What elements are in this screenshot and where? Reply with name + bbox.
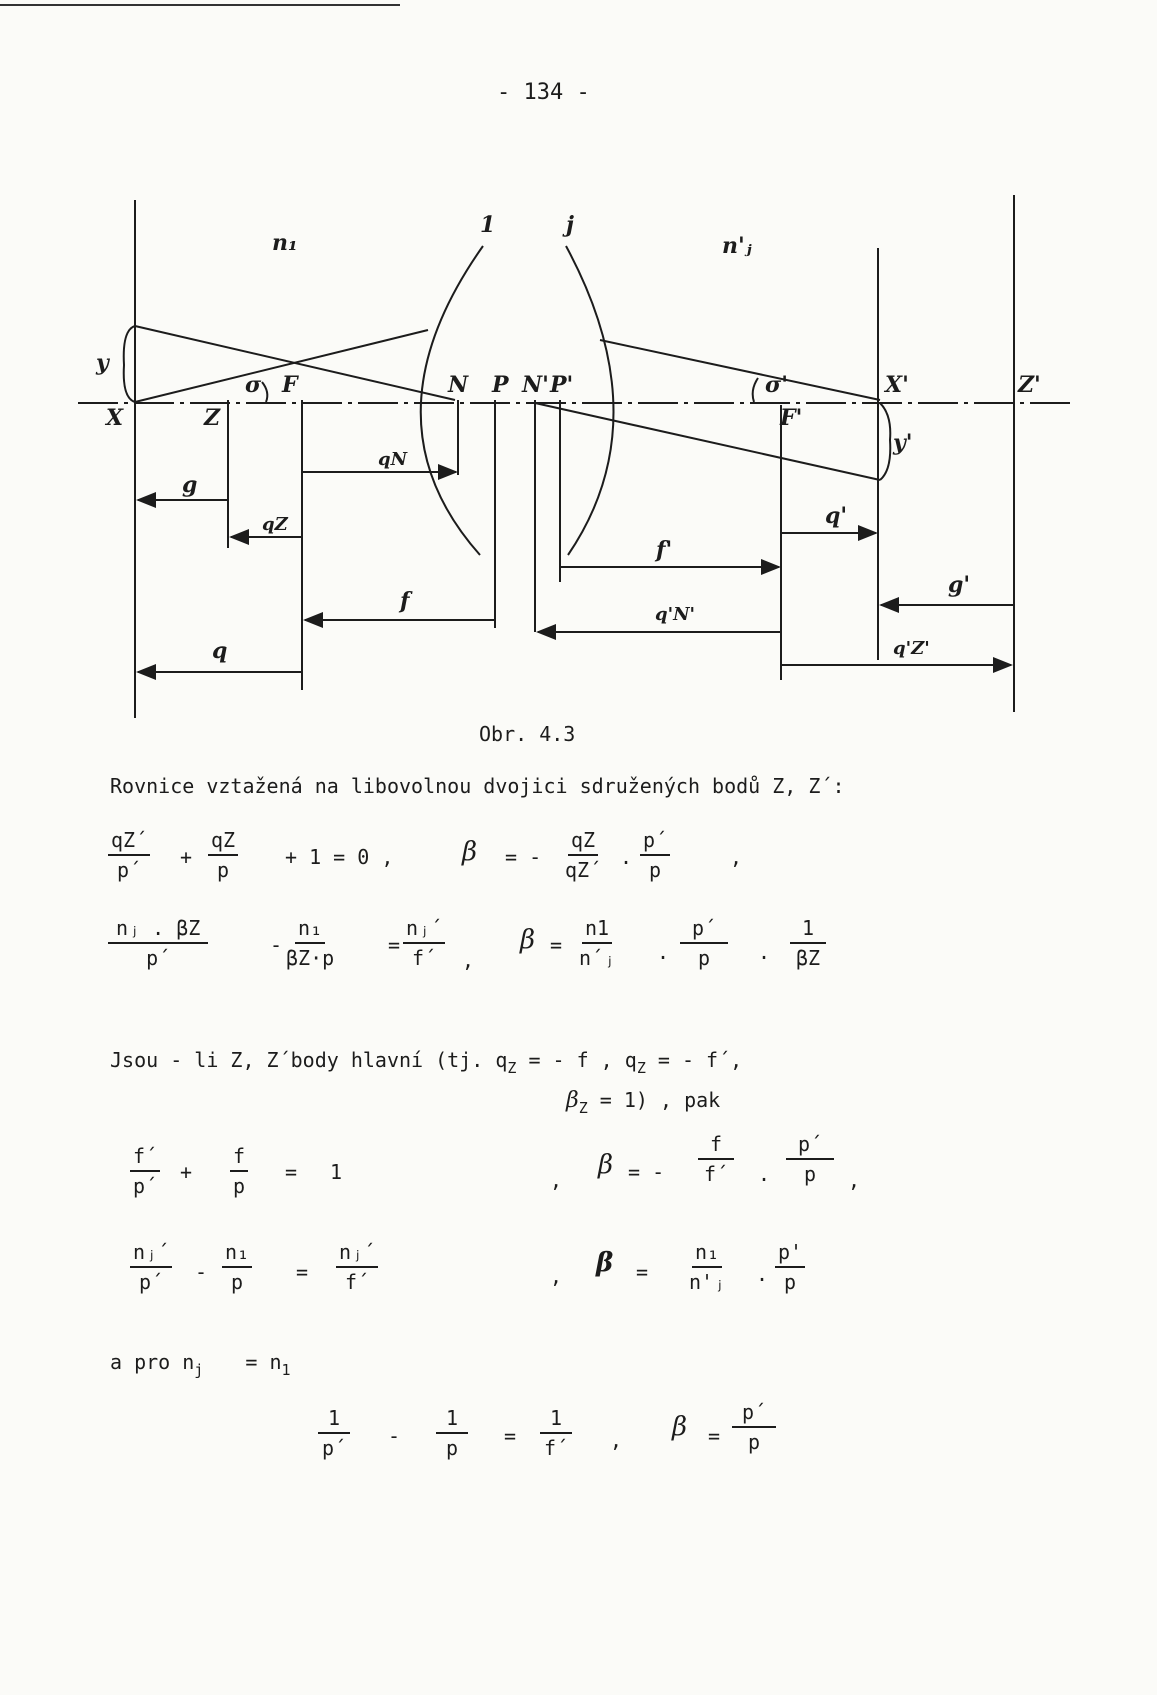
e5-beta-frac: $\frac{p´}{p}$ xyxy=(732,1402,776,1452)
label-q: q xyxy=(212,638,228,664)
e4-frac-1: $\frac{\text{nⱼ´}}{p´}$ xyxy=(130,1242,172,1292)
line-equal-indices: a pro $n_j = n_1$ xyxy=(110,1350,291,1379)
e4-frac-2: $\frac{\text{n₁}}{p}$ xyxy=(222,1242,252,1292)
lens-1-surface xyxy=(421,246,483,555)
label-gprime: g' xyxy=(948,572,971,598)
e4-dot: . xyxy=(756,1262,769,1286)
e3-beta: β xyxy=(598,1150,614,1180)
e2-beta: β xyxy=(520,925,536,955)
e4-beta: β xyxy=(596,1248,614,1278)
label-xprime: X' xyxy=(885,372,909,398)
label-qn: qN xyxy=(378,449,408,470)
e1-comma: , xyxy=(730,845,743,869)
label-qz: qZ xyxy=(262,514,288,535)
e5-comma: , xyxy=(610,1428,623,1452)
e1-frac-1: $\frac{qZ´}{p´}$ xyxy=(108,830,150,880)
sigmaprime-arc xyxy=(753,378,758,402)
label-qzprime: q'Z' xyxy=(893,638,930,659)
e2-frac-2: $\frac{\text{n₁}}{\beta Z\cdot p}$ xyxy=(286,916,335,970)
label-f: F xyxy=(282,372,298,398)
line-general-relation: Rovnice vztažená na libovolnou dvojici sdružených bodů Z, Z´: xyxy=(110,774,845,798)
e3-equals: = xyxy=(285,1160,298,1184)
label-n1: n₁ xyxy=(272,230,298,256)
label-lens-1: 1 xyxy=(480,212,496,238)
label-qnprime: q'N' xyxy=(655,604,696,625)
e5-minus: - xyxy=(388,1424,401,1448)
e3-dot: . xyxy=(758,1162,771,1186)
e1-frac-2: $\frac{qZ}{p}$ xyxy=(208,830,238,880)
label-z: Z xyxy=(204,405,221,431)
e5-beta: β xyxy=(672,1412,688,1442)
e2-dot-2: . xyxy=(758,940,771,964)
label-yprime: y' xyxy=(893,430,913,456)
label-zprime: Z' xyxy=(1018,372,1041,398)
e2-beta-frac-3: $\frac{1}{\beta Z}$ xyxy=(790,918,826,968)
e3-comma-b: , xyxy=(848,1168,861,1192)
e2-equals: = xyxy=(388,933,401,957)
e1-beta: β xyxy=(462,837,478,867)
yprime-brace xyxy=(880,403,890,480)
line-principal-points: Jsou - li Z, Z´body hlavní (tj. $q_Z$ = - f , $q_Z$ = - f´, xyxy=(110,1048,743,1077)
e3-frac-2: $\frac{f}{p}$ xyxy=(230,1146,248,1196)
e1-dot: . xyxy=(620,845,633,869)
label-y: y xyxy=(96,350,109,376)
e4-comma: , xyxy=(550,1264,563,1288)
lens-j-surface xyxy=(566,246,614,555)
label-fprime-dim: f' xyxy=(656,537,673,563)
label-n: N xyxy=(448,372,469,398)
label-nj: n'ⱼ xyxy=(722,233,752,259)
e2-equals-b: = xyxy=(550,933,563,957)
e2-dot-1: . xyxy=(657,940,670,964)
label-nprime: N' xyxy=(522,372,549,398)
label-lens-j: j xyxy=(566,212,574,238)
line-principal-points-2: $\beta_Z = 1$) , pak xyxy=(566,1088,721,1117)
e3-frac-1: $\frac{f´}{p´}$ xyxy=(130,1146,160,1196)
e5-frac-1: $\frac{1}{p´}$ xyxy=(318,1408,350,1458)
label-pprime: P' xyxy=(550,372,574,398)
e3-comma: , xyxy=(550,1168,563,1192)
label-g: g xyxy=(182,472,198,498)
e5-frac-2: $\frac{1}{p}$ xyxy=(436,1408,468,1458)
e1-eq-zero: + 1 = 0 , xyxy=(285,845,394,869)
e4-frac-3: $\frac{\text{nⱼ´}}{f´}$ xyxy=(336,1242,378,1292)
sigma-arc xyxy=(262,382,267,402)
e5-equals-b: = xyxy=(708,1424,721,1448)
e5-equals: = xyxy=(504,1424,517,1448)
e1-eq-minus: = - xyxy=(505,845,542,869)
e2-beta-frac-1: $\frac{n1}{\text{n´ⱼ}}$ xyxy=(579,916,616,970)
page-number: - 134 - xyxy=(497,80,590,105)
e1-beta-frac-2: $\frac{p´}{p}$ xyxy=(640,830,670,880)
e2-comma: , xyxy=(462,948,475,972)
e2-frac-3: $\frac{\text{nⱼ´}}{f´}$ xyxy=(403,918,445,968)
e2-beta-frac-2: $\frac{p´}{p}$ xyxy=(680,918,728,968)
ray-4 xyxy=(535,403,880,480)
e4-beta-frac-1: $\frac{\text{n₁}}{\text{n'ⱼ}}$ xyxy=(689,1240,726,1294)
label-f-dim: f xyxy=(400,588,410,614)
label-sigmaprime: σ' xyxy=(765,372,788,398)
e1-plus: + xyxy=(180,845,193,869)
e5-frac-3: $\frac{1}{f´}$ xyxy=(540,1408,572,1458)
label-qprime: q' xyxy=(825,503,848,529)
e1-beta-frac-1: $\frac{qZ}{qZ´}$ xyxy=(565,828,602,882)
e3-beta-frac-2: $\frac{p´}{p}$ xyxy=(786,1134,834,1184)
e3-beta-frac-1: $\frac{f}{f´}$ xyxy=(698,1134,734,1184)
e4-equals-b: = xyxy=(636,1260,649,1284)
e4-equals: = xyxy=(296,1260,309,1284)
ray-3 xyxy=(600,340,880,400)
optical-diagram xyxy=(0,0,1157,720)
e4-minus: - xyxy=(195,1260,208,1284)
y-brace xyxy=(124,326,135,402)
label-fprime: F' xyxy=(780,405,803,431)
e3-rhs: 1 xyxy=(330,1160,343,1184)
figure-caption: Obr. 4.3 xyxy=(479,722,576,746)
e2-frac-1: $\frac{\text{nⱼ . βZ}}{p´}$ xyxy=(108,918,208,968)
label-p: P xyxy=(492,372,509,398)
e3-plus: + xyxy=(180,1160,193,1184)
e2-minus: - xyxy=(270,933,283,957)
label-sigma: σ xyxy=(245,372,262,398)
label-x: X xyxy=(106,405,124,431)
e4-beta-frac-2: $\frac{p'}{p}$ xyxy=(775,1242,805,1292)
e3-eq-minus: = - xyxy=(628,1160,665,1184)
